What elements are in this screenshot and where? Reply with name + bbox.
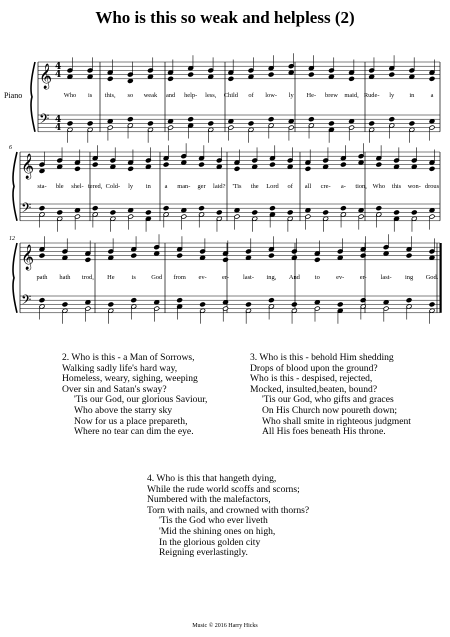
lyric-syllable: ly [389,92,395,99]
note-head [107,76,113,81]
lyric-syllable: last- [380,274,392,281]
measure-number: 12 [9,236,15,242]
treble-clef: 𝄞 [39,63,53,89]
note-head [252,210,258,215]
note-head [145,164,151,169]
note-head [62,255,68,260]
note-head [39,168,45,173]
lyric-syllable: ble [55,183,64,190]
note-head [234,166,240,171]
lyric-syllable: hath [59,274,71,281]
note-head [308,72,314,77]
note-head [67,74,73,79]
note-head [57,210,63,215]
note-head [85,300,91,305]
lyric-syllable: Rude- [363,92,380,99]
brace [13,152,17,221]
verse-line: 2. Who is this - a Man of Sorrows, [62,352,195,363]
lyric-syllable: cre- [320,183,331,190]
note-head [337,302,343,307]
lyric-syllable: And [288,274,300,281]
note-head [246,255,252,260]
note-head [409,121,415,126]
note-head [358,160,364,165]
note-head [92,206,98,211]
note-head [108,302,114,307]
note-head [223,257,229,262]
lyric-syllable: a [164,183,168,190]
note-head [92,162,98,167]
note-head [208,74,214,79]
note-head [269,206,275,211]
note-head [340,162,346,167]
note-head [305,166,311,171]
note-head [406,298,412,303]
note-head [181,208,187,213]
lyric-syllable: from [173,274,186,281]
verse-line: All His foes beneath His throne. [262,426,386,438]
note-head [216,210,222,215]
lyric-syllable: low- [265,92,277,99]
lyric-syllable: man- [177,183,191,190]
verse-line: Homeless, weary, sighing, weeping [62,373,198,385]
note-head [389,72,395,77]
lyric-syllable: er- [359,274,367,281]
lyric-syllable: ev- [336,274,345,281]
verse-line: 'Mid the shining ones on high, [159,525,276,537]
note-head [394,210,400,215]
note-head [110,210,116,215]
note-head [349,119,355,124]
note-head [216,164,222,169]
note-head [383,251,389,256]
note-head [268,253,274,258]
bass-clef: 𝄢 [21,292,32,311]
page-title: Who is this so weak and helpless (2) [95,8,355,27]
lyric-syllable: all [304,183,312,190]
note-head [248,74,254,79]
bass-clef: 𝄢 [39,111,50,130]
lyric-syllable: sta- [37,183,47,190]
verse-4 [147,474,309,559]
note-head [228,119,234,124]
lyric-syllable: maid, [344,92,359,99]
note-head [268,72,274,77]
lyric-syllable: brew [325,92,338,99]
verse-3 [250,353,411,438]
note-head [349,76,355,81]
note-head [188,72,194,77]
note-head [199,206,205,211]
lyric-syllable: er- [222,274,230,281]
lyric-syllable: Child [223,92,238,99]
lyric-syllable: ly [128,183,134,190]
note-head [74,166,80,171]
note-head [223,300,229,305]
note-head [328,74,334,79]
verse-line: Who is this - despised, rejected, [250,373,373,385]
note-head [268,117,274,122]
verse-line: While the rude world scoffs and scorns; [147,483,300,495]
note-head [177,298,183,303]
note-head [85,257,91,262]
note-head [228,76,234,81]
lyric-syllable: tered, [87,183,103,190]
note-head [369,74,375,79]
note-head [305,208,311,213]
lyric-syllable: Lord [266,183,279,190]
time-signature: 4 [55,115,62,125]
lyric-syllable: tion, [355,183,367,190]
lyric-syllable: so [127,92,134,99]
lyric-syllable: God [151,274,163,281]
note-head [429,76,435,81]
verse-line: 'Tis our God, who gifts and graces [262,394,394,406]
note-head [314,257,320,262]
time-signature: 4 [55,70,62,80]
lyric-syllable: path [36,274,48,281]
note-head [147,121,153,126]
verse-line: Walking sadly life's hard way, [62,362,178,374]
note-head [429,208,435,213]
note-head [269,162,275,167]
lyric-syllable: He- [306,92,317,99]
note-head [308,117,314,122]
note-head [429,255,435,260]
note-head [168,119,174,124]
note-head [409,74,415,79]
verse-line: Over sin and Satan's sway? [62,383,167,395]
note-head [287,164,293,169]
note-head [208,121,214,126]
note-head [62,302,68,307]
note-head [163,162,169,167]
note-head [429,119,435,124]
note-head [127,78,133,83]
measure-number: 6 [9,145,12,151]
note-head [199,162,205,167]
lyric-syllable: shel- [71,183,84,190]
footer-credit: Music © 2016 Harry Hicks [192,623,258,629]
note-head [323,164,329,169]
note-head [358,208,364,213]
note-head [288,70,294,75]
lyric-syllable: He [107,274,115,281]
brace [13,243,17,313]
lyric-syllable: ly [288,92,294,99]
time-signature: 4 [55,123,62,133]
note-head [107,119,113,124]
lyric-syllable: ev- [198,274,207,281]
note-head [411,210,417,215]
note-head [234,208,240,213]
lyric-syllable: less, [205,92,217,99]
note-head [291,302,297,307]
lyric-syllable: to [314,274,320,281]
lyric-syllable: Cold- [105,183,121,190]
lyric-syllable: trod, [81,274,94,281]
note-head [268,298,274,303]
note-head [39,253,45,258]
note-head [246,302,252,307]
note-head [110,164,116,169]
note-head [177,253,183,258]
lyric-syllable: God. [425,274,439,281]
lyric-syllable: ing [404,274,414,281]
lyric-syllable: is [87,92,93,99]
note-head [369,121,375,126]
bass-clef: 𝄢 [21,200,32,219]
note-head [145,210,151,215]
note-head [291,255,297,260]
note-head [406,253,412,258]
note-head [154,300,160,305]
note-head [411,164,417,169]
note-head [128,166,134,171]
verse-line: Now for us a place prepareth, [74,415,188,427]
verse-line: Who shall smite in righteous judgment [262,415,411,427]
note-head [376,206,382,211]
note-head [67,121,73,126]
lyric-syllable: and [165,92,176,99]
lyric-syllable: this [391,183,402,190]
note-head [389,117,395,122]
note-head [147,74,153,79]
lyric-syllable: won- [407,183,421,190]
note-head [57,164,63,169]
verse-line: 3. Who is this - behold Him shedding [250,352,394,363]
treble-clef: 𝄞 [21,153,35,179]
note-head [154,251,160,256]
lyric-syllable: is [131,274,136,281]
note-head [288,119,294,124]
note-head [383,300,389,305]
note-head [200,302,206,307]
note-head [248,121,254,126]
lyric-syllable: ger [197,183,206,190]
note-head [181,160,187,165]
verse-line: Where no tear can dim the eye. [74,426,194,438]
note-head [429,302,435,307]
note-head [328,121,334,126]
note-head [337,255,343,260]
note-head [131,253,137,258]
verse-line: Reigning everlastingly. [159,547,248,559]
note-head [323,210,329,215]
verse-line: 'Tis our God, our glorious Saviour, [74,394,208,406]
lyric-syllable: 'Tis [232,183,242,190]
note-head [429,166,435,171]
lyric-syllable: this, [104,92,116,99]
note-head [87,74,93,79]
note-head [168,76,174,81]
lyric-syllable: in [145,183,151,190]
note-head [200,255,206,260]
lyric-syllable: in [409,92,415,99]
lyric-syllable: help- [184,92,198,99]
lyric-syllable: Who [372,183,386,190]
verse-line: Who above the starry sky [74,404,173,416]
lyric-syllable: of [287,183,293,190]
lyric-syllable: of [248,92,254,99]
verse-line: Numbered with the malefactors, [147,494,271,506]
note-head [127,117,133,122]
lyric-syllable: a- [340,183,346,190]
lyric-syllable: Who [63,92,77,99]
note-head [108,255,114,260]
note-head [128,208,134,213]
verse-line: On His Church now poureth down; [262,404,398,416]
lyric-syllable: a [430,92,434,99]
note-head [188,117,194,122]
note-head [314,300,320,305]
verse-line: Mocked, insulted,beaten, bound? [250,383,378,395]
verse-line: Torn with nails, and crowned with thorns? [147,504,310,516]
note-head [287,210,293,215]
instrument-label: Piano [4,91,23,100]
lyric-syllable: ing, [266,274,277,281]
lyric-syllable: drous [424,183,440,190]
note-head [163,206,169,211]
note-head [87,121,93,126]
lyric-syllable: laid? [213,183,226,190]
note-head [131,298,137,303]
lyric-syllable: last- [242,274,254,281]
brace [31,62,35,132]
verse-2 [62,353,207,438]
verse-line: In the glorious golden city [159,536,261,548]
time-signature: 4 [55,62,62,72]
note-head [252,164,258,169]
note-head [39,206,45,211]
verse-line: Drops of blood upon the ground? [250,362,378,374]
note-head [376,162,382,167]
verse-line: 4. Who is this that hangeth dying, [147,473,277,484]
note-head [340,206,346,211]
note-head [39,298,45,303]
lyric-syllable: the [250,183,259,190]
verse-line: 'Tis the God who ever liveth [159,515,268,527]
note-head [394,164,400,169]
final-barline [440,243,442,313]
lyric-syllable: weak [143,92,158,99]
note-head [74,208,80,213]
treble-clef: 𝄞 [21,244,35,270]
